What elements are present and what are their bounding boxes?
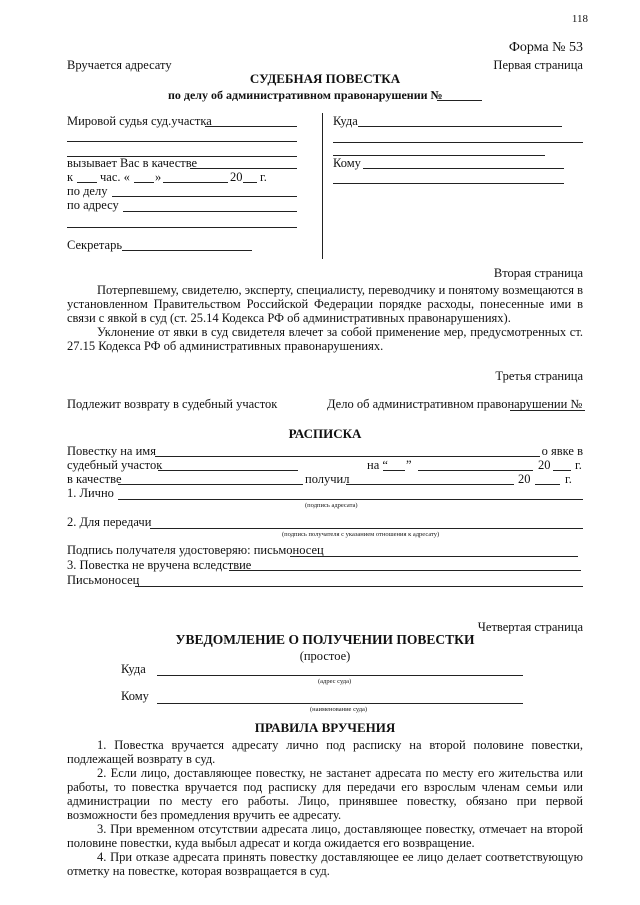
- judge-label: Мировой судья суд.участка: [67, 114, 212, 128]
- year-prefix-4: 20: [518, 472, 531, 486]
- notice-whom-label: Кому: [121, 689, 149, 703]
- court-section-field[interactable]: [158, 470, 298, 471]
- return-label: Подлежит возврату в судебный участок: [67, 397, 278, 411]
- where-field-3[interactable]: [333, 155, 545, 156]
- page2-text: [67, 283, 583, 353]
- rule-item: 2. Если лицо, доставляющее повестку, не застанет адресата по месту его жительства или работы, то повестка вручается под расписку для передачи его взрослым членам семьи или администрации по месту его работы. Лицо, принявшее повестку, обязано при первой возможности без промедления вручить ее адресату.: [67, 766, 583, 822]
- court-name-caption: (наименование суда): [310, 706, 368, 713]
- certify-field[interactable]: [290, 556, 578, 557]
- year-field-4[interactable]: [535, 484, 560, 485]
- address-field[interactable]: [123, 211, 297, 212]
- calls-label: вызывает Вас в качестве: [67, 156, 198, 170]
- year-prefix: 20: [230, 170, 243, 184]
- rule-item: 1. Повестка вручается адресату лично под расписку на второй половине повестки, подлежащей возврату в суд.: [67, 738, 583, 766]
- summons-name-label: Повестку на имя: [67, 444, 156, 458]
- postman-label: Письмоносец: [67, 573, 140, 587]
- page1-label: Первая страница: [493, 58, 583, 72]
- receipt-title: РАСПИСКА: [288, 426, 362, 441]
- transfer-field[interactable]: [150, 528, 583, 529]
- month-field[interactable]: [163, 182, 228, 183]
- sig-addressee-caption: (подпись адресата): [305, 502, 358, 509]
- expenses-paragraph: Потерпевшему, свидетелю, эксперту, специалисту, переводчику и понятому возмещаются в установленном Правительством Российской Федерации порядке расходы, понесенные ими в связи с явкой в суд (ст. 25.14 Кодекса РФ об административных правонарушениях).: [67, 283, 583, 325]
- case-label: по делу: [67, 184, 108, 198]
- whom-label: Кому: [333, 156, 361, 170]
- as-field[interactable]: [118, 484, 303, 485]
- delivered-to-label: Вручается адресату: [67, 58, 172, 72]
- not-delivered-label: 3. Повестка не вручена вследствие: [67, 558, 252, 572]
- case-number-field[interactable]: [437, 100, 482, 101]
- time-hours: час. «: [100, 170, 130, 184]
- court-address-caption: (адрес суда): [318, 678, 352, 685]
- address-field-2[interactable]: [67, 227, 297, 228]
- page-number: 118: [571, 13, 588, 25]
- rules-list: [67, 738, 583, 878]
- secretary-label: Секретарь: [67, 238, 123, 252]
- summons-title: СУДЕБНАЯ ПОВЕСТКА: [249, 71, 401, 86]
- case-field[interactable]: [112, 196, 297, 197]
- notice-subtitle: (простое): [299, 649, 351, 663]
- year-suffix-4: г.: [565, 472, 572, 486]
- received-label: получил: [305, 472, 350, 486]
- postman-field[interactable]: [135, 586, 583, 587]
- certify-label: Подпись получателя удостоверяю: письмоносец: [67, 543, 324, 557]
- capacity-field[interactable]: [190, 168, 297, 169]
- case-no-field[interactable]: [510, 410, 585, 411]
- where-field[interactable]: [358, 126, 562, 127]
- year-prefix-3: 20: [538, 458, 551, 472]
- page2-label: Вторая страница: [493, 266, 583, 280]
- not-delivered-field[interactable]: [229, 570, 581, 571]
- personally-field[interactable]: [118, 499, 583, 500]
- transfer-label: 2. Для передачи: [67, 515, 152, 529]
- as-label: в качестве: [67, 472, 122, 486]
- on-label: на “: [367, 458, 388, 472]
- day-field[interactable]: [134, 182, 154, 183]
- year-suffix-3: г.: [575, 458, 582, 472]
- year-field-3[interactable]: [553, 470, 571, 471]
- whom-field-2[interactable]: [333, 183, 564, 184]
- judge-field-2[interactable]: [67, 141, 297, 142]
- year-field[interactable]: [243, 182, 257, 183]
- rule-item: 3. При временном отсутствии адресата лицо, доставляющее повестку, отмечает на второй половине повестки, куда выбыл адресат и когда ожидается его возвращение.: [67, 822, 583, 850]
- appear-label: о явке в: [541, 444, 583, 458]
- where-label: Куда: [333, 114, 358, 128]
- hour-field[interactable]: [77, 182, 97, 183]
- column-divider: [322, 113, 323, 259]
- rule-item: 4. При отказе адресата принять повестку доставляющее ее лицо делает соответствующую отметку на повестке, которая возвращается в суд.: [67, 850, 583, 878]
- notice-where-label: Куда: [121, 662, 146, 676]
- rules-title: ПРАВИЛА ВРУЧЕНИЯ: [254, 720, 396, 735]
- secretary-field[interactable]: [122, 250, 252, 251]
- on-close: ”: [406, 458, 412, 472]
- where-field-2[interactable]: [333, 142, 583, 143]
- judge-field[interactable]: [205, 126, 297, 127]
- notice-title: УВЕДОМЛЕНИЕ О ПОЛУЧЕНИИ ПОВЕСТКИ: [175, 632, 475, 647]
- page3-label: Третья страница: [495, 369, 583, 383]
- personally-label: 1. Лично: [67, 486, 114, 500]
- sig-receiver-caption: (подпись получателя с указанием отношения к адресату): [282, 531, 440, 538]
- year-suffix: г.: [260, 170, 267, 184]
- form-number: Форма № 53: [508, 40, 583, 55]
- court-section-label: судебный участок: [67, 458, 163, 472]
- month-field-3[interactable]: [418, 470, 533, 471]
- case-no-label: Дело об административном правонарушении №: [327, 397, 583, 411]
- summons-name-field[interactable]: [155, 456, 540, 457]
- address-label: по адресу: [67, 198, 119, 212]
- time-quote: »: [155, 170, 162, 184]
- time-k: к: [67, 170, 74, 184]
- summons-subtitle: по делу об административном правонарушении №: [168, 88, 443, 102]
- notice-where-field[interactable]: [157, 675, 523, 676]
- whom-field[interactable]: [363, 168, 564, 169]
- evasion-paragraph: Уклонение от явки в суд свидетеля влечет за собой применение мер, предусмотренных ст. 27.15 Кодекса РФ об административных правонарушениях.: [67, 325, 583, 353]
- day-field-3[interactable]: [383, 470, 405, 471]
- notice-whom-field[interactable]: [157, 703, 523, 704]
- received-date-field[interactable]: [346, 484, 514, 485]
- page4-label: Четвертая страница: [477, 620, 583, 634]
